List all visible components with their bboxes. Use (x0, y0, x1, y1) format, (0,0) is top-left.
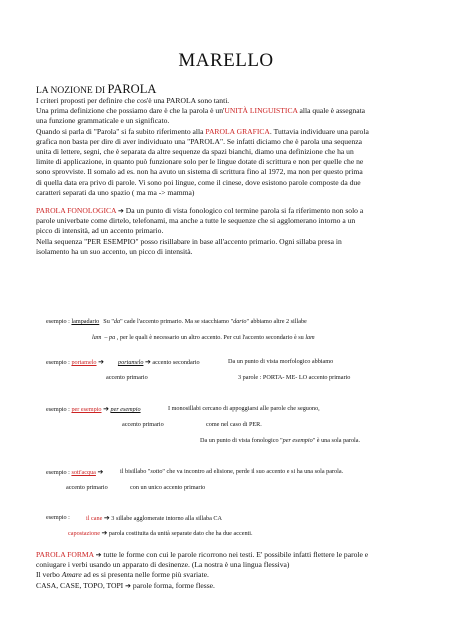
right-arrow-icon: ➔ (97, 468, 104, 476)
intro-line: I criteri proposti per definire che cos'è una PAROLA sono tanti. (36, 96, 230, 105)
example-lampadario: esempio : lampadario Su "da" cade l'accento primario. Ma se stacchiamo "dario" abbiamo altre 2 sillabe (46, 318, 307, 325)
section-heading (36, 82, 156, 97)
portamelo-parole: 3 parole : PORTA- ME- LO accento primario (238, 374, 351, 381)
heading-word: PAROLA (107, 82, 157, 96)
right-arrow-icon: ➔ (144, 358, 151, 366)
heading-prefix: LA NOZIONE DI (36, 86, 108, 96)
example-portamelo: esempio : portamelo ➔ (46, 358, 104, 366)
unita-linguistica-term: UNITÀ LINGUISTICA (224, 106, 298, 116)
right-arrow-icon: ➔ (103, 514, 110, 522)
fonologica-paragraph: PAROLA FONOLOGICA ➔ Da un punto di vista fonologico col termine parola si fa riferimento non solo a parole univerbate come dirtelo, telefonami, ma anche a tutte le sequenze che si agglomerano intorno a un picco di intensità, ad un accento primario. Nella sequenza "PER ESEMPIO" posso risillabare in base all'accento primario. Ogni sillaba presa in isolamento ha un suo accento, un picco di intensità. (36, 206, 364, 256)
example-word: per esempio (71, 406, 102, 413)
intro-line: Una prima definizione che possiamo dare è che la parola è un'UNITÀ LINGUISTICA alla quale è assegnata (36, 106, 366, 116)
intro-line: una funzione grammaticale e un significato. (36, 116, 170, 126)
example-per-esempio: esempio : per esempio ➔ per esempio (46, 405, 141, 413)
right-arrow-icon: ➔ (118, 207, 124, 215)
parola-forma-term: PAROLA FORMA (36, 550, 94, 559)
right-arrow-icon: ➔ (101, 529, 108, 537)
per-esempio-phono: Da un punto di vista fonologico "per esempio" è una sola parola. (200, 437, 361, 444)
portamelo-primary-accent: accento primario (106, 374, 148, 381)
sottacqua-note: il bisillabo "sotto" che va incontro ad elisione, perde il suo accento e si ha una sola parola. (120, 468, 344, 475)
intro-line: sono sprovviste. Il somalo ad es. non ha avuto un sistema di scrittura fino al 1972, ma non per questo prima (36, 167, 363, 177)
per-esempio-case: come nel caso di PER. (206, 421, 262, 428)
intro-line: caratteri separati da uno spazio ( ma ma -> mamma) (36, 187, 195, 197)
example-word: capostazione (68, 530, 100, 537)
parola-fonologica-term: PAROLA FONOLOGICA (36, 206, 117, 215)
sottacqua-primary-accent: accento primario (66, 484, 108, 491)
per-esempio-note: I monosillabi cercano di appoggiarsi alle parole che seguono, (168, 405, 320, 412)
per-esempio-primary-accent: accento primario (122, 421, 164, 428)
right-arrow-icon: ➔ (103, 405, 109, 413)
example-word: il cane (86, 515, 103, 522)
il-cane-note: il cane ➔ 3 sillabe agglomerate intorno alla sillaba CA (86, 514, 222, 522)
intro-line: unita di lettere, segni, che è separata da altre sequenze da spazi bianchi, diamo una definizione che ha un (36, 147, 354, 157)
example-il-cane: esempio : (46, 514, 70, 521)
intro-line: Quando si parla di "Parola" si fa subito riferimento alla PAROLA GRAFICA. Tuttavia individuare una parola (36, 126, 369, 136)
example-word: lampadario (71, 318, 100, 325)
forma-paragraph: PAROLA FORMA ➔ tutte le forme con cui le parole ricorrono nei testi. E' possibile infatti flettere le parole e coniugare i verbi usando un apparato di desinenze. (La nostra è una lingua flessiva) Il verbo Amare ad es si presenta nelle forme più svariate. CASA, CASE, TOPO, TOPI ➔ parole forma, forme flesse. (36, 550, 369, 590)
portamelo-analysis: portamelo ➔ accento secondario (118, 358, 200, 366)
intro-paragraph (36, 96, 428, 198)
example-sottacqua: esempio : sott'acqua ➔ (46, 468, 104, 476)
right-arrow-icon: ➔ (95, 551, 102, 559)
intro-line: limite di applicazione, in quanto può funzionare solo per le lingue dotate di scrittura e non per quelle che ne (36, 157, 364, 167)
example-lampadario-note: lam – pa , per le quali è necessario un altro accento. Per cui l'accento secondario è su lam (92, 334, 315, 341)
sottacqua-single-accent: con un unico accento primario (130, 484, 206, 491)
capostazione-note: capostazione ➔ parola costituita da unità separate dato che ha due accenti. (68, 529, 253, 537)
portamelo-morph-note: Da un punto di vista morfologico abbiamo (228, 358, 334, 365)
example-word: sott'acqua (71, 469, 96, 476)
intro-line: grafica non basta per dire di aver individuato una "PAROLA". Se infatti diciamo che è parola una sequenza (36, 136, 363, 146)
intro-line: di quella data era privo di parole. Vi sono poi lingue, come il cinese, dove esistono parole composte da due (36, 177, 361, 187)
right-arrow-icon: ➔ (125, 581, 131, 590)
right-arrow-icon: ➔ (98, 358, 104, 366)
parola-grafica-term: PAROLA GRAFICA (205, 126, 270, 136)
page-title: MARELLO (178, 50, 274, 71)
example-word: portamelo (71, 359, 97, 366)
